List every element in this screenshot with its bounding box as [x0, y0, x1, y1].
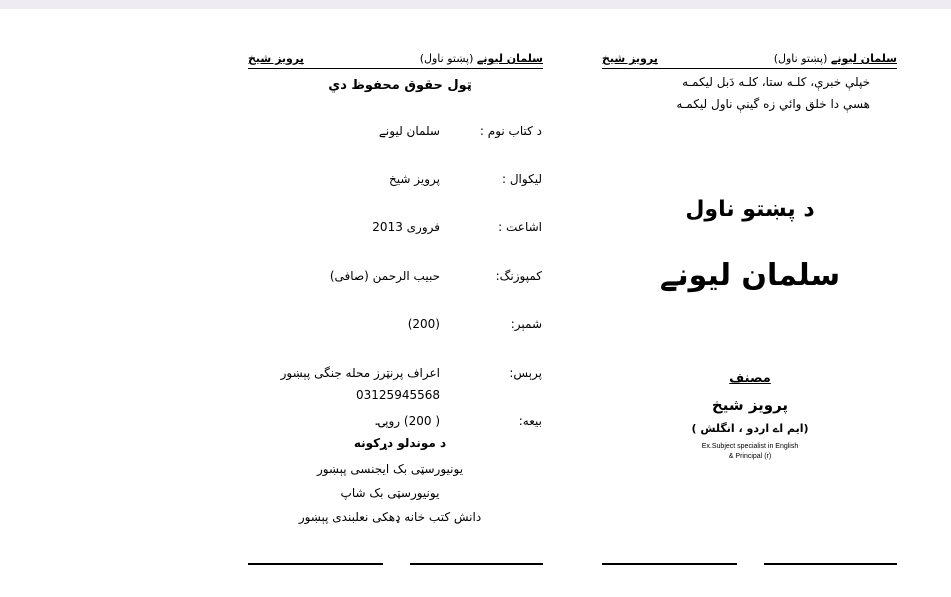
left-header-title	[400, 52, 543, 65]
distributor-item: یونیورسټی بک شاپ	[340, 486, 440, 500]
detail-value-press: اعراف پرنټرز محله جنگی پېښور	[280, 366, 440, 380]
detail-label-writer: لیکوال :	[501, 172, 542, 186]
detail-label-price: بیعه:	[518, 414, 542, 428]
detail-value-price: ( 200) روپۍ.	[374, 414, 440, 428]
detail-value-phone: 03125945568	[356, 388, 440, 402]
distributor-item: دانش کتب خانه ډهکی نعلبندی پېښور	[298, 510, 482, 524]
author-english-line-2: & Principal (r)	[728, 453, 772, 460]
author-name: پرویز شیخ	[711, 396, 789, 414]
left-header-book-genre: (پښتو ناول)	[419, 52, 474, 65]
author-english-line-1: Ex.Subject specialist in English	[701, 443, 799, 450]
right-footer-rule-right	[764, 563, 897, 565]
author-qualification: (ایم اے اردو ، انگلش )	[691, 422, 809, 435]
right-footer-rule-left	[602, 563, 737, 565]
detail-value-writer: پرویز شیخ	[389, 172, 440, 186]
detail-value-publication: فروری 2013	[372, 220, 440, 234]
left-header-rule	[248, 68, 543, 69]
right-header-author: پرویز شیخ	[602, 52, 658, 65]
detail-value-count: (200)	[407, 317, 440, 331]
detail-label-press: پرېس:	[509, 366, 542, 380]
detail-label-count: شمېر:	[510, 317, 542, 331]
poem-line-2: هسې دا خلق وائي زه گینې ناول لیکمـه	[676, 97, 870, 111]
left-header-book-name: سلمان لیونے	[476, 52, 543, 65]
author-caption: مصنف	[729, 371, 771, 386]
window-top-bar	[0, 0, 951, 9]
left-footer-rule-right	[410, 563, 543, 565]
right-header-title	[754, 52, 897, 65]
rights-reserved-title: ټول حقوق محفوظ دي	[328, 78, 472, 93]
distributors-title: د موندلو دړکونه	[353, 436, 447, 450]
right-header-book-genre: (پښتو ناول)	[773, 52, 828, 65]
right-header-rule	[602, 68, 897, 69]
detail-value-book-name: سلمان لیونے	[378, 124, 440, 138]
detail-label-composing: کمپوزنگ:	[495, 269, 542, 283]
detail-value-composing: حبیب الرحمن (صافی)	[329, 269, 440, 283]
poem-line-1: خپلې خبرې، کلـه ستا، کلـه دَبل لیکمـه	[682, 75, 870, 89]
detail-label-publication: اشاعت :	[498, 220, 542, 234]
cover-subtitle: د پښتو ناول	[685, 197, 815, 222]
detail-label-book-name: د کتاب نوم :	[479, 124, 542, 138]
left-footer-rule-left	[248, 563, 383, 565]
cover-title: سلمان لیونے	[659, 258, 841, 293]
right-header-book-name: سلمان لیونے	[830, 52, 897, 65]
distributor-item: یونیورسټی بک ایجنسی پېښور	[316, 462, 464, 476]
left-header-author: پرویز شیخ	[248, 52, 304, 65]
